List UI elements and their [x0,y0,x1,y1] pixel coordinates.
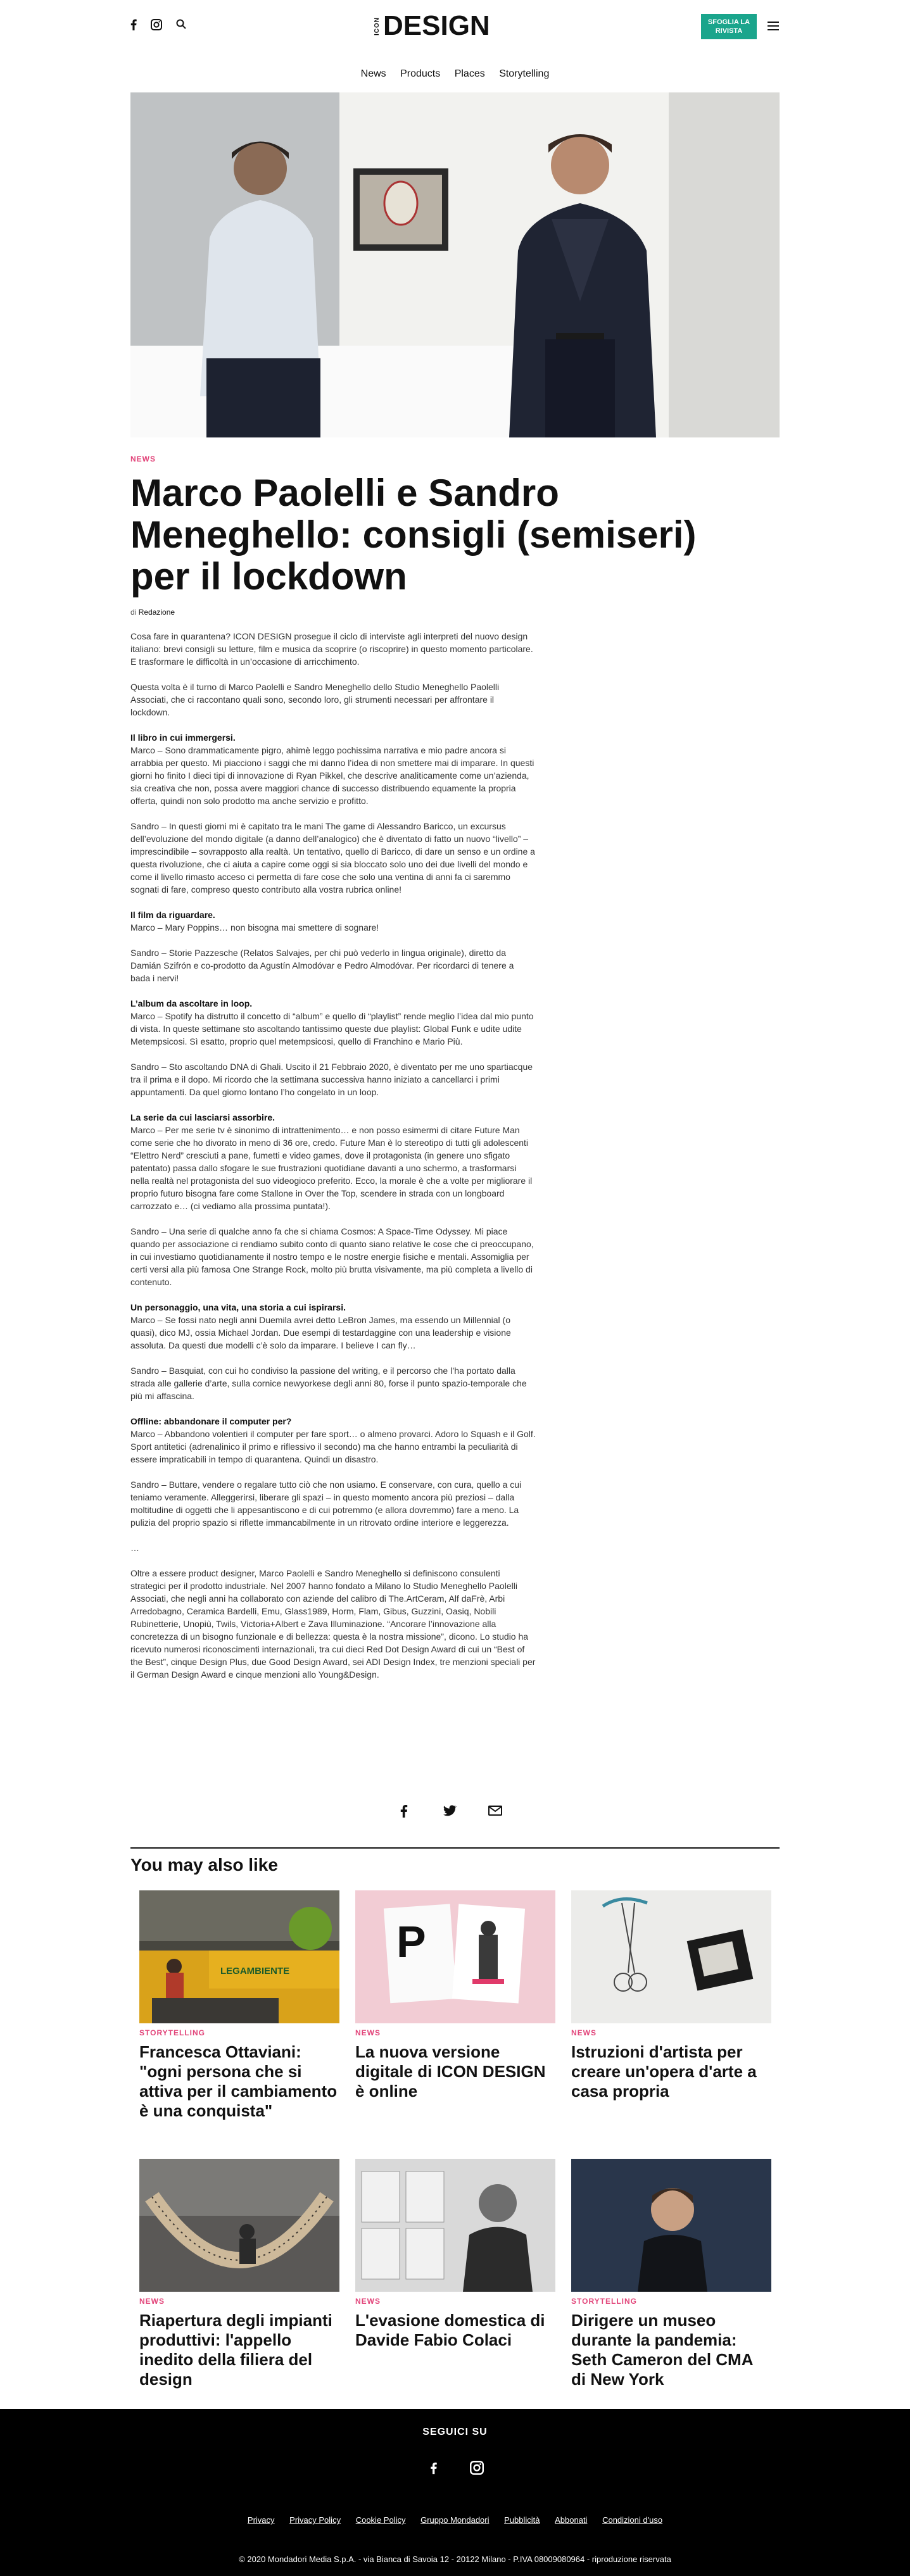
qa-answer: Marco – Se fossi nato negli anni Duemila avrei detto LeBron James, ma essendo un Millennial (o quasi), dico MJ, ossia Michael Jordan. Due esempi di testardaggine con una leadership e visione assoluta. Da questi due modelli c’è solo da imparare. I believe I can fly… [130,1315,511,1350]
related-card[interactable] [355,2159,555,2350]
card-image[interactable] [571,2159,771,2292]
site-logo[interactable] [374,11,514,41]
logo-icon-text: ICON [374,16,381,35]
related-card[interactable] [571,2159,771,2389]
qa-heading: Il libro in cui immergersi. [130,732,236,743]
main-nav [0,68,910,80]
qa-answer: Marco – Mary Poppins… non bisogna mai smettere di sognare! [130,922,379,933]
search-icon[interactable] [176,19,187,30]
qa-answer: Marco – Abbandono volentieri il computer per fare sport… o almeno provarci. Adoro lo Squash e il Golf. Sport antitetici (adrenalinico il primo e riflessivo il secondo) ma che hanno entrambi la peculiarità di essere impraticabili in tempo di quarantena. Quindi un disastro. [130,1429,536,1464]
card-title[interactable]: Istruzioni d'artista per creare un'opera d'arte a casa propria [571,2042,757,2101]
qa-answer: Marco – Per me serie tv è sinonimo di intrattenimento… e non posso esimermi di citare Future Man come serie che ho divorato in meno di 36 ore, credo. Future Man è lo stereotipo di tutti gli adolescenti “Elettro Nerd” cresciuti a pane, fumetti e video games, dove il protagonista (in genere uno sfigato patentato) passa dallo sfogare le sue frustrazioni quotidiane davanti a uno schermo, a trasformarsi nella realtà nel protagonista del suo videogioco preferito. Ecco, la morale è che a volte per migliorare il proprio futuro bisogna fare come Stallone in Over the Top, scendere in strada con un longboard carrozzato e… (ci vediamo alla prossima puntata!). [130,1125,533,1211]
nav-item-places[interactable]: Places [454,68,485,79]
footer-links [0,2515,910,2525]
qa-answer: Marco – Sono drammaticamente pigro, ahimè leggo pochissima narrativa e mio padre ancora si arrabbia per questo. Mi piacciono i saggi che mi danno l’idea di non smettere mai di imparare. In questi giorni ho finito I dieci tipi di innovazione di Ryan Pikkel, che descrive analiticamente come un’azienda, sia creativa che non, possa avere maggiori chance di successo distribuendo equamente la propria offerta, quindi non solo prodotto ma anche servizio e profitto. [130,745,534,806]
hero-image [130,92,780,437]
card-category[interactable]: NEWS [355,2297,381,2306]
author-prefix: di [130,608,137,617]
card-image[interactable] [139,2159,339,2292]
qa-section-film [130,908,536,934]
footer-copyright: © 2020 Mondadori Media S.p.A. - via Bianca di Savoia 12 - 20122 Milano - P.IVA 08009080964 - riproduzione riservata [239,2554,671,2564]
footer-social [427,2461,484,2475]
card-category[interactable]: STORYTELLING [571,2297,638,2306]
related-card[interactable] [571,1890,771,2101]
section-divider [130,1847,780,1849]
footer-link-cookie-policy[interactable]: Cookie Policy [355,2515,406,2525]
card-title[interactable]: L'evasione domestica di Davide Fabio Colaci [355,2311,545,2349]
footer-link-abbonati[interactable]: Abbonati [555,2515,588,2525]
qa-answer-paragraph: Sandro – Sto ascoltando DNA di Ghali. Uscito il 21 Febbraio 2020, è diventato per me uno spartiacque tra il prima e il dopo. Mi ricordo che la settimana successiva hanno iniziato a cancellarci i primi appuntamenti. Da quel giorno lontano l’ho congelato in un loop. [130,1062,533,1097]
card-title[interactable]: La nuova versione digitale di ICON DESIGN è online [355,2042,546,2101]
banner-text: LEGAMBIENTE [220,1966,290,1976]
article-category[interactable]: NEWS [130,455,156,463]
card-category[interactable]: NEWS [355,2028,381,2037]
article-title: Marco Paolelli e Sandro Meneghello: consigli (semiseri) per il lockdown [130,472,697,598]
footer-link-gruppo-mondadori[interactable]: Gruppo Mondadori [420,2515,490,2525]
card-category[interactable]: STORYTELLING [139,2028,206,2037]
qa-section-offline [130,1415,536,1466]
article-body [130,630,536,1693]
card-image[interactable] [355,2159,555,2292]
article-ellipsis: … [130,1543,139,1553]
instagram-icon[interactable] [470,2461,484,2475]
follow-us-label: SEGUICI SU [422,2427,488,2437]
author-name[interactable]: Redazione [138,608,175,617]
footer-link-privacy[interactable]: Privacy [247,2515,275,2525]
qa-section-album [130,997,536,1048]
qa-heading: Un personaggio, una vita, una storia a cui ispirarsi. [130,1302,346,1312]
article-paragraph: Questa volta è il turno di Marco Paolelli e Sandro Meneghello dello Studio Meneghello Paolelli Associati, che ci raccontano quali sono, secondo loro, gli strumenti necessari per affrontare il lockdown. [130,682,500,717]
related-card[interactable] [139,2159,339,2389]
facebook-icon[interactable] [396,1803,412,1818]
header-social [130,19,187,30]
card-image[interactable] [355,1890,555,2023]
instagram-icon[interactable] [151,19,162,30]
qa-section-book [130,731,536,807]
qa-heading: L’album da ascoltare in loop. [130,998,253,1008]
related-card[interactable] [355,1890,555,2101]
qa-heading: La serie da cui lasciarsi assorbire. [130,1112,275,1122]
qa-section-person [130,1301,536,1352]
logo-design-text: DESIGN [383,10,490,41]
svg-text:P: P [396,1917,426,1966]
qa-answer-paragraph: Sandro – Buttare, vendere o regalare tutto ciò che non usiamo. E conservare, con cura, quello a cui teniamo veramente. Alleggerirsi, liberare gli spazi – in questo momento ancora più preziosi – dalla moltitudine di oggetti che li appesantiscono e di cui potremmo (e allora dovremmo) fare a meno. La pulizia del proprio spazio si riflette immancabilmente in un ritrovato ordine interiore e leggerezza. [130,1480,522,1528]
nav-item-storytelling[interactable]: Storytelling [499,68,550,79]
qa-section-series [130,1111,536,1212]
nav-item-products[interactable]: Products [400,68,441,79]
card-image[interactable] [571,1890,771,2023]
card-image[interactable] [139,1890,339,2023]
you-may-also-like-title: You may also like [130,1855,278,1875]
qa-heading: Il film da riguardare. [130,910,215,920]
designer-bio: Oltre a essere product designer, Marco Paolelli e Sandro Meneghello si definiscono consulenti strategici per il prodotto industriale. Nel 2007 hanno fondato a Milano lo Studio Meneghello Paolelli Associati, che negli anni ha collaborato con aziende del calibro di The.ArtCeram, Alf daFrè, Arbi Arredobagno, Ceramica Bardelli, Emu, Glass1989, Horm, Flam, Gibus, Guzzini, Oasiq, Nobili Rubinetterie, Unopiù, Twils, Victoria+Albert e Zava Illuminazione. “Ancorare l’innovazione alla concretezza di un bisogno funzionale e di bellezza: questa è la nostra missione”, dicono. Lo studio ha ricevuto numerosi riconoscimenti internazionali, tra cui dieci Red Dot Design Award di cui un “Best of the Best”, cinque Design Plus, due Good Design Award, sei ADI Design Index, tre menzioni speciali per il German Design Award e cinque menzioni allo Young&Design. [130,1568,536,1680]
site-header [0,0,910,57]
qa-answer-paragraph: Sandro – Una serie di qualche anno fa che si chiama Cosmos: A Space-Time Odyssey. Mi piace quando per associazione ci rendiamo subito conto di quanto siano relative le cose che ci preoccupano, in cui investiamo quotidianamente il nostro tempo e le nostre energie fisiche e mentali. Assomiglia per certi versi alla più famosa One Strange Rock, molto più brutta visivamente, ma più completa a livello di contenuto. [130,1226,534,1287]
twitter-icon[interactable] [442,1803,457,1818]
share-bar [396,1803,503,1818]
site-footer [0,2409,910,2576]
subscribe-button[interactable] [701,14,757,39]
qa-answer-paragraph: Sandro – Storie Pazzesche (Relatos Salvajes, per chi può vederlo in lingua originale), diretto da Damián Szifrón e co-prodotto da Agustín Almodóvar e Pedro Almodóvar. Per ricordarci di tenere a bada i nervi! [130,948,514,983]
qa-answer: Marco – Spotify ha distrutto il concetto di “album” e quello di “playlist” rende meglio l’idea dal mio punto di vista. In queste settimane sto ascoltando tantissimo queste due playlist: Global Funk e udite udite Metempsicosi. Sì esatto, proprio quel metempsicosi, quello di Franchino e Mario Più. [130,1011,534,1046]
card-category[interactable]: NEWS [571,2028,597,2037]
card-title[interactable]: Francesca Ottaviani: "ogni persona che si attiva per il cambiamento è una conquista" [139,2042,338,2120]
article-intro: Cosa fare in quarantena? ICON DESIGN prosegue il ciclo di interviste agli interpreti del nuovo design italiano: brevi consigli su letture, film e musica da scoprire (o riscoprire) in questo momento particolare. E trasformare le difficoltà in un’occasione di arricchimento. [130,631,533,667]
qa-answer-paragraph: Sandro – In questi giorni mi è capitato tra le mani The game di Alessandro Baricco, un excursus dell’evoluzione del mondo digitale (a danno dell’analogico) che è diventato di fatto un nuovo “livello” – imprescindibile – sovrapposto alla realtà. Un tentativo, quello di Baricco, di dare un senso e un ordine a questa rivoluzione, che ci aiuta a capire come oggi si sia bloccato solo uno dei due livelli del mondo e come il livello rimasto acceso ci permetta di fare cose che solo una ventina di anni fa ci saremmo sognati di fare, compreso questo contributo alla vostra rubrica online! [130,821,535,895]
card-category[interactable]: NEWS [139,2297,165,2306]
facebook-icon[interactable] [130,19,142,30]
related-card[interactable] [139,1890,339,2121]
qa-answer-paragraph: Sandro – Basquiat, con cui ho condiviso la passione del writing, e il percorso che l’ha portato dalla strada alle gallerie d’arte, sulla cornice newyorkese degli anni 80, forse il punto spazio-temporale che più mi affascina. [130,1366,527,1401]
nav-item-news[interactable]: News [360,68,386,79]
footer-link-privacy-policy[interactable]: Privacy Policy [289,2515,341,2525]
facebook-icon[interactable] [427,2461,441,2475]
footer-link-condizioni[interactable]: Condizioni d'uso [602,2515,663,2525]
footer-link-pubblicita[interactable]: Pubblicità [504,2515,540,2525]
email-icon[interactable] [488,1803,503,1818]
qa-heading: Offline: abbandonare il computer per? [130,1416,292,1426]
article-author [130,608,175,617]
hamburger-icon[interactable] [768,22,779,30]
card-title[interactable]: Dirigere un museo durante la pandemia: Seth Cameron del CMA di New York [571,2311,753,2389]
card-title[interactable]: Riapertura degli impianti produttivi: l'appello inedito della filiera del design [139,2311,332,2389]
subscribe-label: SFOGLIA LA RIVISTA [707,18,750,35]
